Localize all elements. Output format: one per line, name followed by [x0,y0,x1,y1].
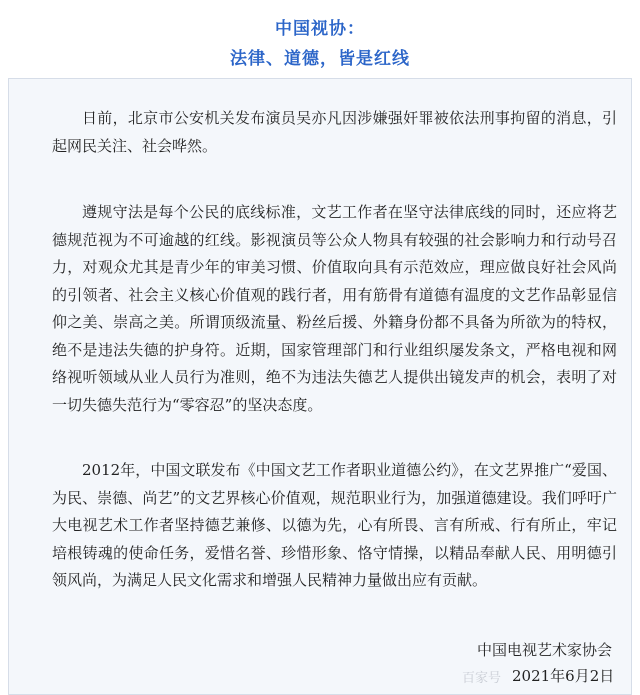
title-line-1: 中国视协： [275,19,365,39]
watermark: 百家号 [462,671,502,686]
paragraph-3: 2012年，中国文联发布《中国文艺工作者职业道德公约》，在文艺界推广“爱国、为民、崇德、尚艺”的文艺界核心价值观，规范职业行为，加强道德建设。我们呼吁广大电视艺术工作者坚持德艺兼修、以德为先，心有所畏、言有所戒、行有所止，牢记培根铸魂的使命任务，爱惜名誉、珍惜形象、恪守情操，以精品奉献人民、用明德引领风尚，为满足人民文化需求和增强人民精神力量做出应有贡献。 [52,461,617,589]
header [0,0,640,78]
title-line-2: 法律、道德，皆是红线 [230,49,410,69]
signature-date-row [0,665,640,687]
signature-organization: 中国电视艺术家协会 [476,641,612,659]
signature-date: 2021年6月2日 [512,667,615,685]
paragraph-1: 日前，北京市公安机关发布演员吴亦凡因涉嫌强奸罪被依法刑事拘留的消息，引起网民关注、社会哗然。 [52,109,617,155]
paragraph-2: 遵规守法是每个公民的底线标准，文艺工作者在坚守法律底线的同时，还应将艺德规范视为不可逾越的红线。影视演员等公众人物具有较强的社会影响力和行动号召力，对观众尤其是青少年的审美习惯、价值取向具有示范效应，理应做良好社会风尚的引领者、社会主义核心价值观的践行者，用有筋骨有道德有温度的文艺作品彰显信仰之美、崇高之美。所谓顶级流量、粉丝后援、外籍身份都不具备为所欲为的特权，绝不是违法失德的护身符。近期，国家管理部门和行业组织屡发条文，严格电视和网络视听领域从业人员行为准则，绝不为违法失德艺人提供出镜发声的机会，表明了对一切失德失范行为“零容忍”的坚决态度。 [52,203,617,414]
